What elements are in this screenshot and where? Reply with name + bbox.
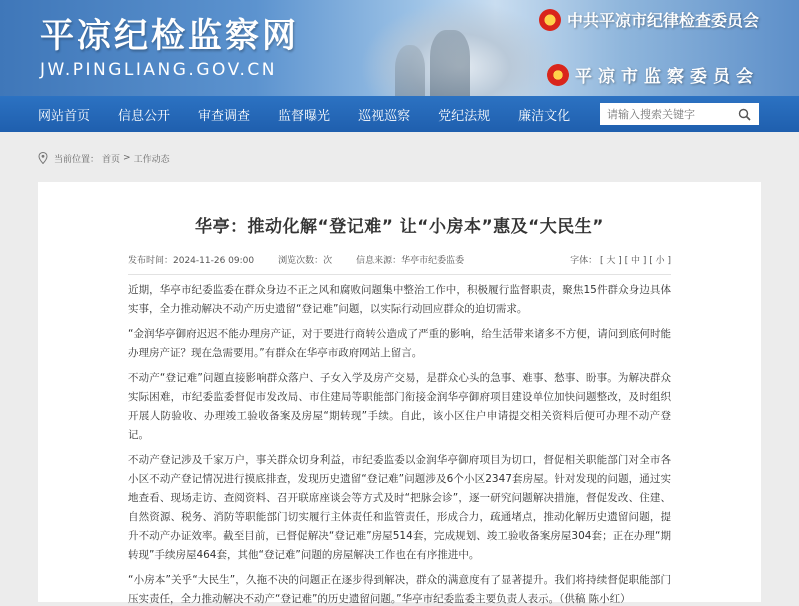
search-input[interactable]: [600, 104, 730, 124]
nav-item-info-disclosure[interactable]: 信息公开: [118, 108, 171, 124]
breadcrumb-prefix: 当前位置：: [54, 154, 100, 165]
view-count: 浏览次数：次: [278, 256, 333, 266]
article-paragraph: 不动产登记涉及千家万户，事关群众切身利益，市纪委监委以金润华亭御府项目为切口，督促相关职能部门对全市各小区不动产登记情况进行摸底排查，发现历史遗留“登记难”问题涉及6个小区2347套房屋。针对发现的问题，通过实地查看、现场走访、查阅资料、召开联席座谈会等方式及时“把脉会诊”，逐一研究问题解决措施，督促发改、住建、自然资源、税务、消防等职能部门切实履行主体责任和监管责任，形成合力，疏通堵点，推动化解历史遗留问题，提升不动产办证效率。截至目前，已督促解决“登记难”房屋514套，完成规划、竣工验收备案房屋304套；正在办理“期转现”手续房屋464套，其他“登记难”问题的房屋解决工作也在有序推进中。: [128, 454, 671, 561]
font-size-controls: [570, 253, 671, 266]
banner-peak-left: [395, 45, 425, 96]
article-paragraph: “金润华亭御府迟迟不能办理房产证，对于要进行商转公造成了严重的影响，给生活带来诸多不方便，请问到底何时能办理房产证？现在急需要用。”有群众在华亭市政府网站上留言。: [128, 328, 671, 359]
breadcrumb-current[interactable]: 工作动态: [133, 154, 170, 165]
nav-item-home[interactable]: 网站首页: [38, 108, 91, 124]
nav-item-exposure[interactable]: 监督曝光: [278, 108, 331, 124]
site-banner: [0, 0, 799, 96]
breadcrumb-separator: >: [123, 153, 131, 163]
search-button[interactable]: [730, 103, 758, 125]
nav-item-integrity-culture[interactable]: 廉洁文化: [518, 108, 571, 124]
article-paragraph: 不动产“登记难”问题直接影响群众落户、子女入学及房产交易，是群众心头的急事、难事、愁事、盼事。为解决群众实际困难，市纪委监委督促市发改局、市住建局等职能部门衔接金润华亭御府项目建设单位加快问题整改，及时组织开展人防验收、办理竣工验收备案及房屋“期转现”手续。自此，该小区住户申请提交相关资料后便可办理不动产登记。: [128, 372, 671, 441]
org-primary-label: 中共平凉市纪律检查委员会: [566, 11, 759, 30]
font-small-button[interactable]: [ 小 ]: [649, 256, 671, 266]
search-box: [600, 103, 759, 125]
org-secondary-label: 平凉市监察委员会: [575, 67, 759, 87]
org-primary: [539, 8, 759, 31]
nav-item-inspection[interactable]: 巡视巡察: [358, 108, 411, 124]
breadcrumb-home[interactable]: 首页: [102, 154, 121, 165]
party-emblem-icon: [539, 9, 561, 31]
article-panel: [38, 182, 761, 605]
info-source: 信息来源：华亭市纪委监委: [356, 256, 465, 266]
article-title: 华亭：推动化解“登记难” 让“小房本”惠及“大民生”: [195, 217, 604, 237]
national-emblem-icon: [547, 64, 569, 86]
nav-item-investigation[interactable]: 审查调查: [198, 108, 251, 124]
breadcrumb: [38, 148, 761, 168]
font-large-button[interactable]: [ 大 ]: [600, 256, 622, 266]
article-meta: [128, 253, 671, 275]
font-medium-button[interactable]: [ 中 ]: [624, 256, 647, 266]
article-paragraph: 近期，华亭市纪委监委在群众身边不正之风和腐败问题集中整治工作中，积极履行监督职责，聚焦15件群众身边具体实事，全力推动解决不动产历史遗留“登记难”问题，以实际行动回应群众的迫切需求。: [128, 284, 671, 315]
nav-item-regulations[interactable]: 党纪法规: [438, 108, 491, 124]
site-name: 平凉纪检监察网: [40, 16, 299, 56]
search-icon: [738, 108, 751, 121]
publish-time: 发布时间：2024-11-26 09:00: [128, 256, 255, 266]
site-url: JW.PINGLIANG.GOV.CN: [40, 60, 278, 80]
main-nav: [0, 96, 799, 132]
org-secondary: [547, 62, 759, 87]
font-size-label: 字体：: [570, 256, 598, 266]
location-pin-icon: [38, 152, 48, 164]
article-paragraph: “小房本”关乎“大民生”，久拖不决的问题正在逐步得到解决，群众的满意度有了显著提升。我们将持续督促职能部门压实责任，全力推动解决不动产“登记难”的历史遗留问题。”华亭市纪委监委主要负责人表示。（供稿 陈小红）: [128, 574, 671, 605]
banner-peak-right: [430, 30, 470, 96]
